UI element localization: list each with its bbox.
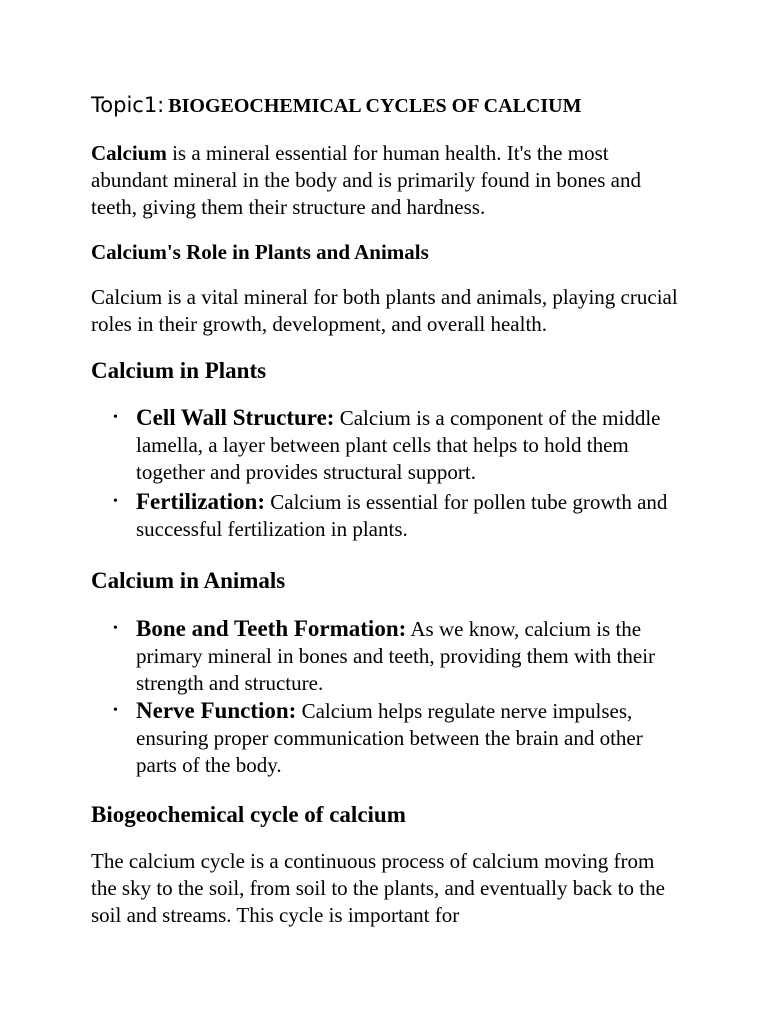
role-paragraph: Calcium is a vital mineral for both plants and animals, playing crucial roles in their growth, development, and overall health. <box>91 285 678 336</box>
item-text: Calcium helps regulate nerve impulses, ensuring proper communication between the brain and other parts of the body. <box>136 699 643 777</box>
bullet-icon: • <box>113 494 118 509</box>
bullet-icon: • <box>113 621 118 636</box>
cycle-paragraph: The calcium cycle is a continuous process of calcium moving from the sky to the soil, from soil to the plants, and eventually back to the soil and streams. This cycle is important for <box>91 849 665 927</box>
intro-text: is a mineral essential for human health. It's the most abundant mineral in the body and is primarily found in bones and teeth, giving them their structure and hardness. <box>91 141 641 219</box>
list-item <box>91 488 681 543</box>
list-item <box>91 697 681 779</box>
animals-list <box>91 615 681 779</box>
list-item <box>91 404 681 486</box>
topic-prefix: Topic1: <box>91 93 165 117</box>
bullet-icon: • <box>113 410 118 425</box>
plants-heading: Calcium in Plants <box>91 358 267 383</box>
intro-term: Calcium <box>91 141 167 165</box>
list-item <box>91 615 681 697</box>
plants-list <box>91 404 681 543</box>
animals-heading: Calcium in Animals <box>91 568 286 593</box>
item-text: As we know, calcium is the primary mineral in bones and teeth, providing them with their strength and structure. <box>136 617 656 695</box>
item-text: Calcium is essential for pollen tube growth and successful fertilization in plants. <box>136 490 668 541</box>
topic-heading <box>91 93 581 118</box>
item-term: Fertilization: <box>136 489 266 514</box>
topic-title: BIOGEOCHEMICAL CYCLES OF CALCIUM <box>168 95 582 117</box>
item-term: Nerve Function: <box>136 698 297 723</box>
intro-paragraph <box>91 140 681 221</box>
item-term: Cell Wall Structure: <box>136 405 335 430</box>
item-text: Calcium is a component of the middle lamella, a layer between plant cells that helps to hold them together and provides structural support. <box>136 406 661 484</box>
role-heading: Calcium's Role in Plants and Animals <box>91 240 429 264</box>
item-term: Bone and Teeth Formation: <box>136 616 407 641</box>
cycle-heading: Biogeochemical cycle of calcium <box>91 802 406 827</box>
bullet-icon: • <box>113 703 118 718</box>
